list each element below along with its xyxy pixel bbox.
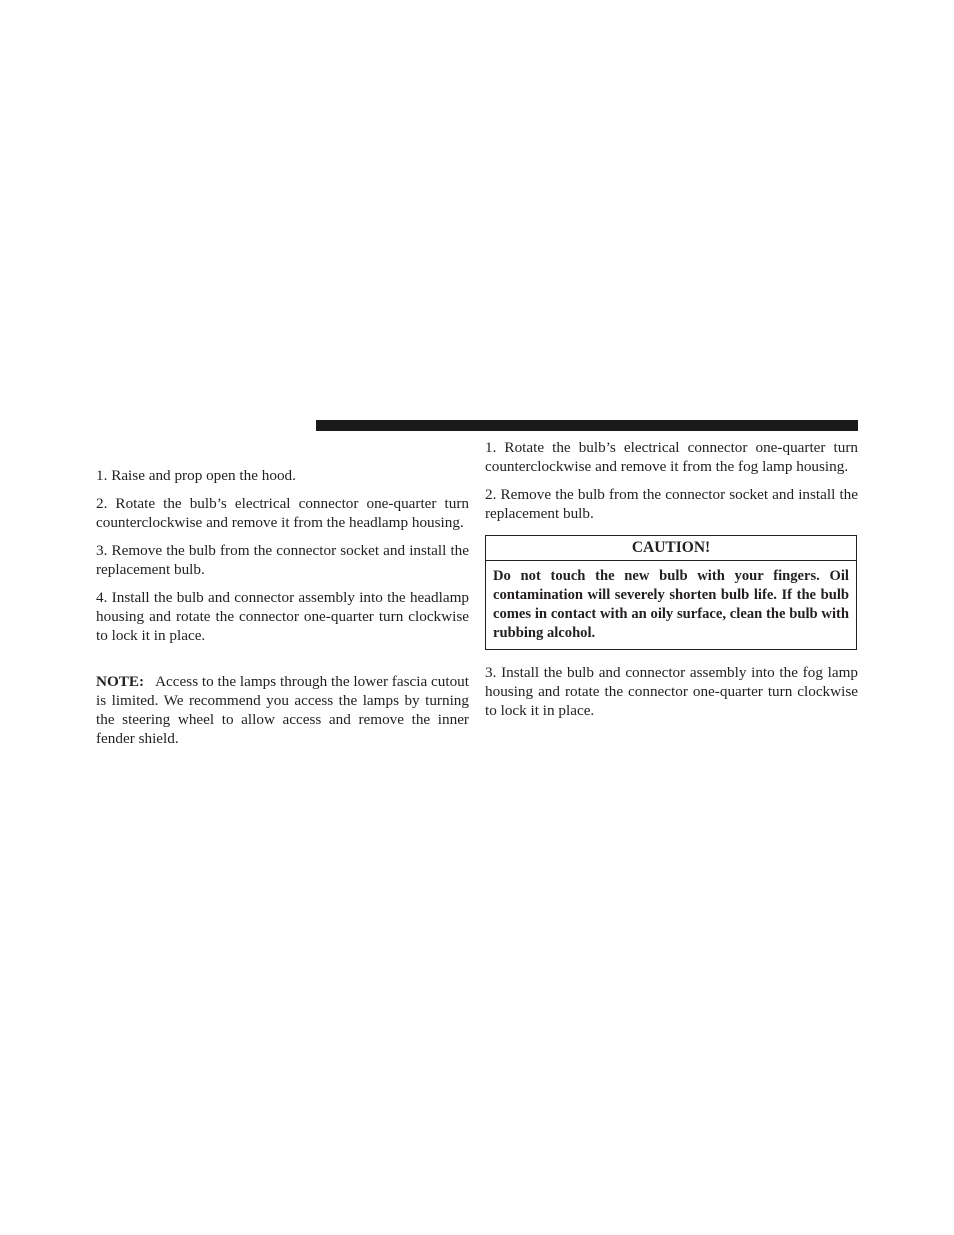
fog-lamp-step-1: 1. Rotate the bulb’s electrical connector one-quarter turn counterclockwise and remove it from the fog lamp housing. [485,439,858,475]
note-paragraph [96,672,469,748]
fog-lamp-step-3: 3. Install the bulb and connector assembly into the fog lamp housing and rotate the connector one-quarter turn clockwise to lock it in place. [485,664,858,719]
left-column [96,466,469,748]
caution-title: CAUTION! [486,536,856,561]
note-label: NOTE: [96,673,145,690]
headlamp-step-1: 1. Raise and prop open the hood. [96,467,296,484]
headlamp-step-3: 3. Remove the bulb from the connector socket and install the replacement bulb. [96,542,469,578]
headlamp-step-2: 2. Rotate the bulb’s electrical connector one-quarter turn counterclockwise and remove it from the headlamp housing. [96,495,469,531]
right-column [485,438,858,720]
fog-lamp-step-2: 2. Remove the bulb from the connector socket and install the replacement bulb. [485,486,858,522]
caution-box [485,535,857,650]
headlamp-step-4: 4. Install the bulb and connector assembly into the headlamp housing and rotate the connector one-quarter turn clockwise to lock it in place. [96,589,469,644]
section-header-rule [316,420,858,431]
caution-text: Do not touch the new bulb with your fingers. Oil contamination will severely shorten bulb life. If the bulb comes in contact with an oily surface, clean the bulb with rubbing alcohol. [493,568,849,641]
note-text: Access to the lamps through the lower fascia cutout is limited. We recommend you access the lamps by turning the steering wheel to allow access and remove the inner fender shield. [96,673,469,747]
